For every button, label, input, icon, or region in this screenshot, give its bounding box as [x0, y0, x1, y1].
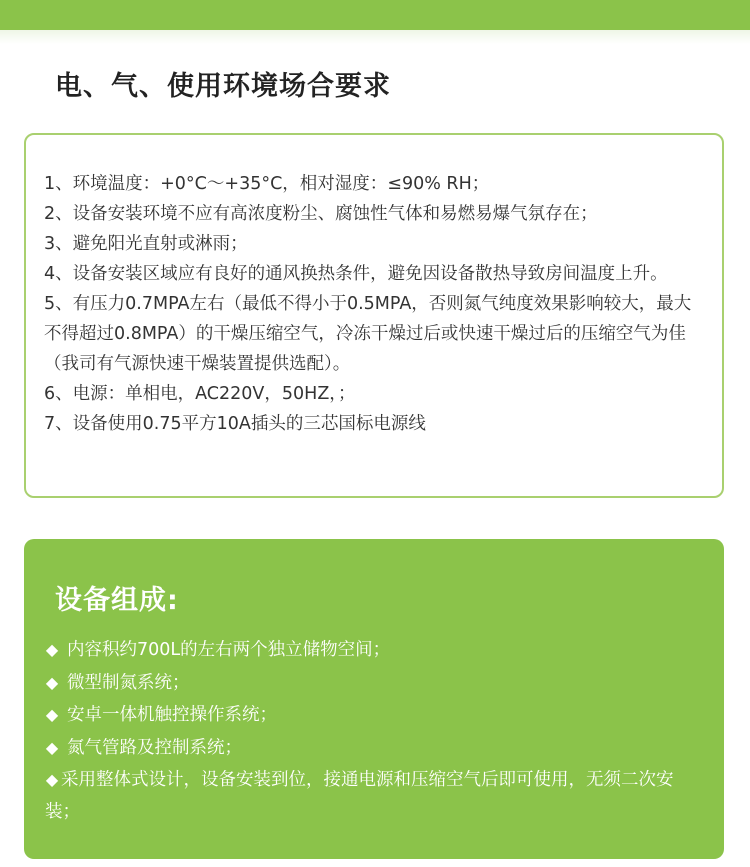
composition-item-text: 氮气管路及控制系统；: [67, 737, 242, 758]
composition-title: 设备组成:: [55, 585, 179, 616]
composition-item-text: 采用整体式设计，设备安装到位，接通电源和压缩空气后即可使用，无须二次安装；: [45, 770, 674, 822]
requirement-item: 3、避免阳光直射或淋雨；: [44, 234, 248, 254]
composition-item: [45, 699, 705, 732]
requirements-title: 电、气、使用环境场合要求: [55, 71, 391, 102]
requirement-item: 5、有压力0.7MPA左右（最低不得小于0.5MPA，否则氮气纯度效果影响较大，最大不得超过0.8MPA）的干燥压缩空气，冷冻干燥过后或快速干燥过后的压缩空气为佳（我司有气源快速干燥装置提供选配）。: [44, 294, 692, 374]
diamond-bullet-icon: ◆: [45, 705, 59, 724]
composition-item-text: 内容积约700L的左右两个独立储物空间；: [67, 640, 391, 660]
requirement-item: 2、设备安装环境不应有高浓度粉尘、腐蚀性气体和易燃易爆气氛存在；: [44, 204, 598, 224]
diamond-bullet-icon: ◆: [45, 770, 59, 789]
diamond-bullet-icon: ◆: [45, 737, 59, 757]
composition-item: [45, 732, 705, 765]
requirements-list: [44, 169, 704, 439]
diamond-bullet-icon: ◆: [45, 672, 59, 692]
requirement-item: 1、环境温度：+0°C～+35°C，相对湿度：≤90% RH；: [44, 174, 490, 194]
requirement-item: 4、设备安装区域应有良好的通风换热条件，避免因设备散热导致房间温度上升。: [44, 264, 668, 284]
composition-list: [45, 634, 705, 828]
composition-item-text: 微型制氮系统；: [67, 672, 190, 693]
requirement-item: 7、设备使用0.75平方10A插头的三芯国标电源线: [44, 414, 426, 434]
composition-item-text: 安卓一体机触控操作系统；: [67, 705, 277, 725]
composition-item: [45, 634, 705, 667]
composition-item: [45, 667, 705, 700]
top-accent-bar: [0, 0, 750, 30]
top-accent-fade: [0, 30, 750, 44]
composition-item: [45, 764, 705, 828]
diamond-bullet-icon: ◆: [45, 640, 59, 659]
requirement-item: 6、电源：单相电，AC220V，50HZ，；: [44, 384, 356, 404]
